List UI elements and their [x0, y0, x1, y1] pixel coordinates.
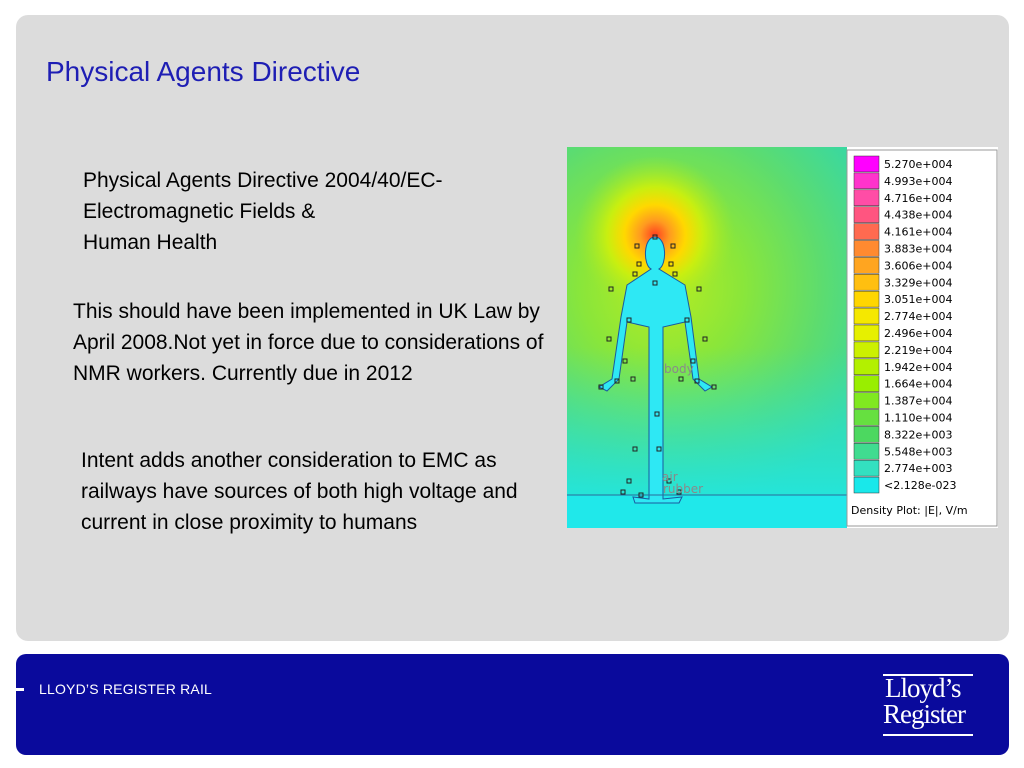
ground-region	[567, 495, 847, 528]
field-lower-band	[567, 347, 847, 497]
company-name: LLOYD’S REGISTER RAIL	[39, 681, 213, 697]
legend-label: 2.774e+004	[884, 310, 953, 324]
legend-label: 1.387e+004	[884, 394, 953, 408]
legend-caption: Density Plot: |E|, V/m	[851, 504, 968, 517]
region-label-air: air	[662, 470, 678, 484]
directive-heading-line: Human Health	[83, 231, 218, 254]
legend-label: 1.110e+004	[884, 411, 953, 425]
legend-label: 3.883e+004	[884, 242, 953, 256]
legend-swatch	[854, 224, 879, 240]
legend-label: 3.606e+004	[884, 259, 953, 273]
legend-swatch	[854, 443, 879, 459]
footer-tick-mark	[16, 688, 24, 691]
logo-bottom-rule	[883, 734, 973, 736]
legend-swatch	[854, 342, 879, 358]
directive-heading-line: Physical Agents Directive 2004/40/EC-	[83, 169, 443, 192]
legend-swatch	[854, 393, 879, 409]
legend-swatch	[854, 241, 879, 257]
legend-swatch	[854, 207, 879, 223]
legend-label: 3.329e+004	[884, 276, 953, 290]
legend-label: 2.774e+003	[884, 462, 953, 476]
legend-label: 2.496e+004	[884, 327, 953, 340]
legend-swatch	[854, 173, 879, 189]
footer-bar	[16, 654, 1009, 755]
legend-swatch	[854, 359, 879, 375]
legend-swatch	[854, 291, 879, 307]
legend-label: 5.270e+004	[884, 158, 953, 171]
region-label-body: body	[664, 362, 694, 376]
legend-swatch	[854, 190, 879, 206]
legend-swatch	[854, 460, 879, 476]
logo-word-1: Lloyd’s	[885, 673, 961, 703]
legend-label: 3.051e+004	[884, 293, 953, 307]
intent-paragraph: Intent adds another consideration to EMC as railways have sources of both high voltage and current in close proximity to humans	[81, 449, 518, 534]
legend-label: 5.548e+003	[884, 445, 953, 459]
legend-swatch	[854, 274, 879, 290]
legend-label: 4.993e+004	[884, 174, 953, 188]
legend-label: 4.438e+004	[884, 208, 953, 222]
legend-swatch	[854, 376, 879, 392]
legend-swatch	[854, 257, 879, 273]
legend-swatch	[854, 308, 879, 324]
region-label-rubber: rubber	[663, 482, 704, 496]
lloyds-register-logo	[880, 672, 980, 738]
legend-label: 1.942e+004	[884, 360, 953, 374]
legend-label: 4.716e+004	[884, 191, 953, 205]
legend-swatch	[854, 156, 879, 172]
legend-swatch	[854, 410, 879, 426]
legend-label: <2.128e-023	[884, 479, 957, 493]
legend-swatch	[854, 325, 879, 341]
slide-title: Physical Agents Directive	[46, 56, 361, 87]
legend-label: 8.322e+003	[884, 428, 953, 442]
legend-swatch	[854, 426, 879, 442]
legend-swatch	[854, 477, 879, 493]
legend-label: 1.664e+004	[884, 377, 953, 391]
logo-word-2: Register	[883, 699, 965, 729]
legend-label: 2.219e+004	[884, 343, 953, 357]
field-density-figure	[567, 147, 998, 528]
legend-label: 4.161e+004	[884, 225, 953, 239]
directive-heading	[83, 165, 543, 258]
directive-heading-line: Electromagnetic Fields &	[83, 200, 316, 223]
implementation-paragraph: This should have been implemented in UK Law by April 2008.Not yet in force due to considerations of NMR workers. Currently due in 2012	[73, 300, 544, 385]
field-density-plot	[567, 147, 998, 528]
